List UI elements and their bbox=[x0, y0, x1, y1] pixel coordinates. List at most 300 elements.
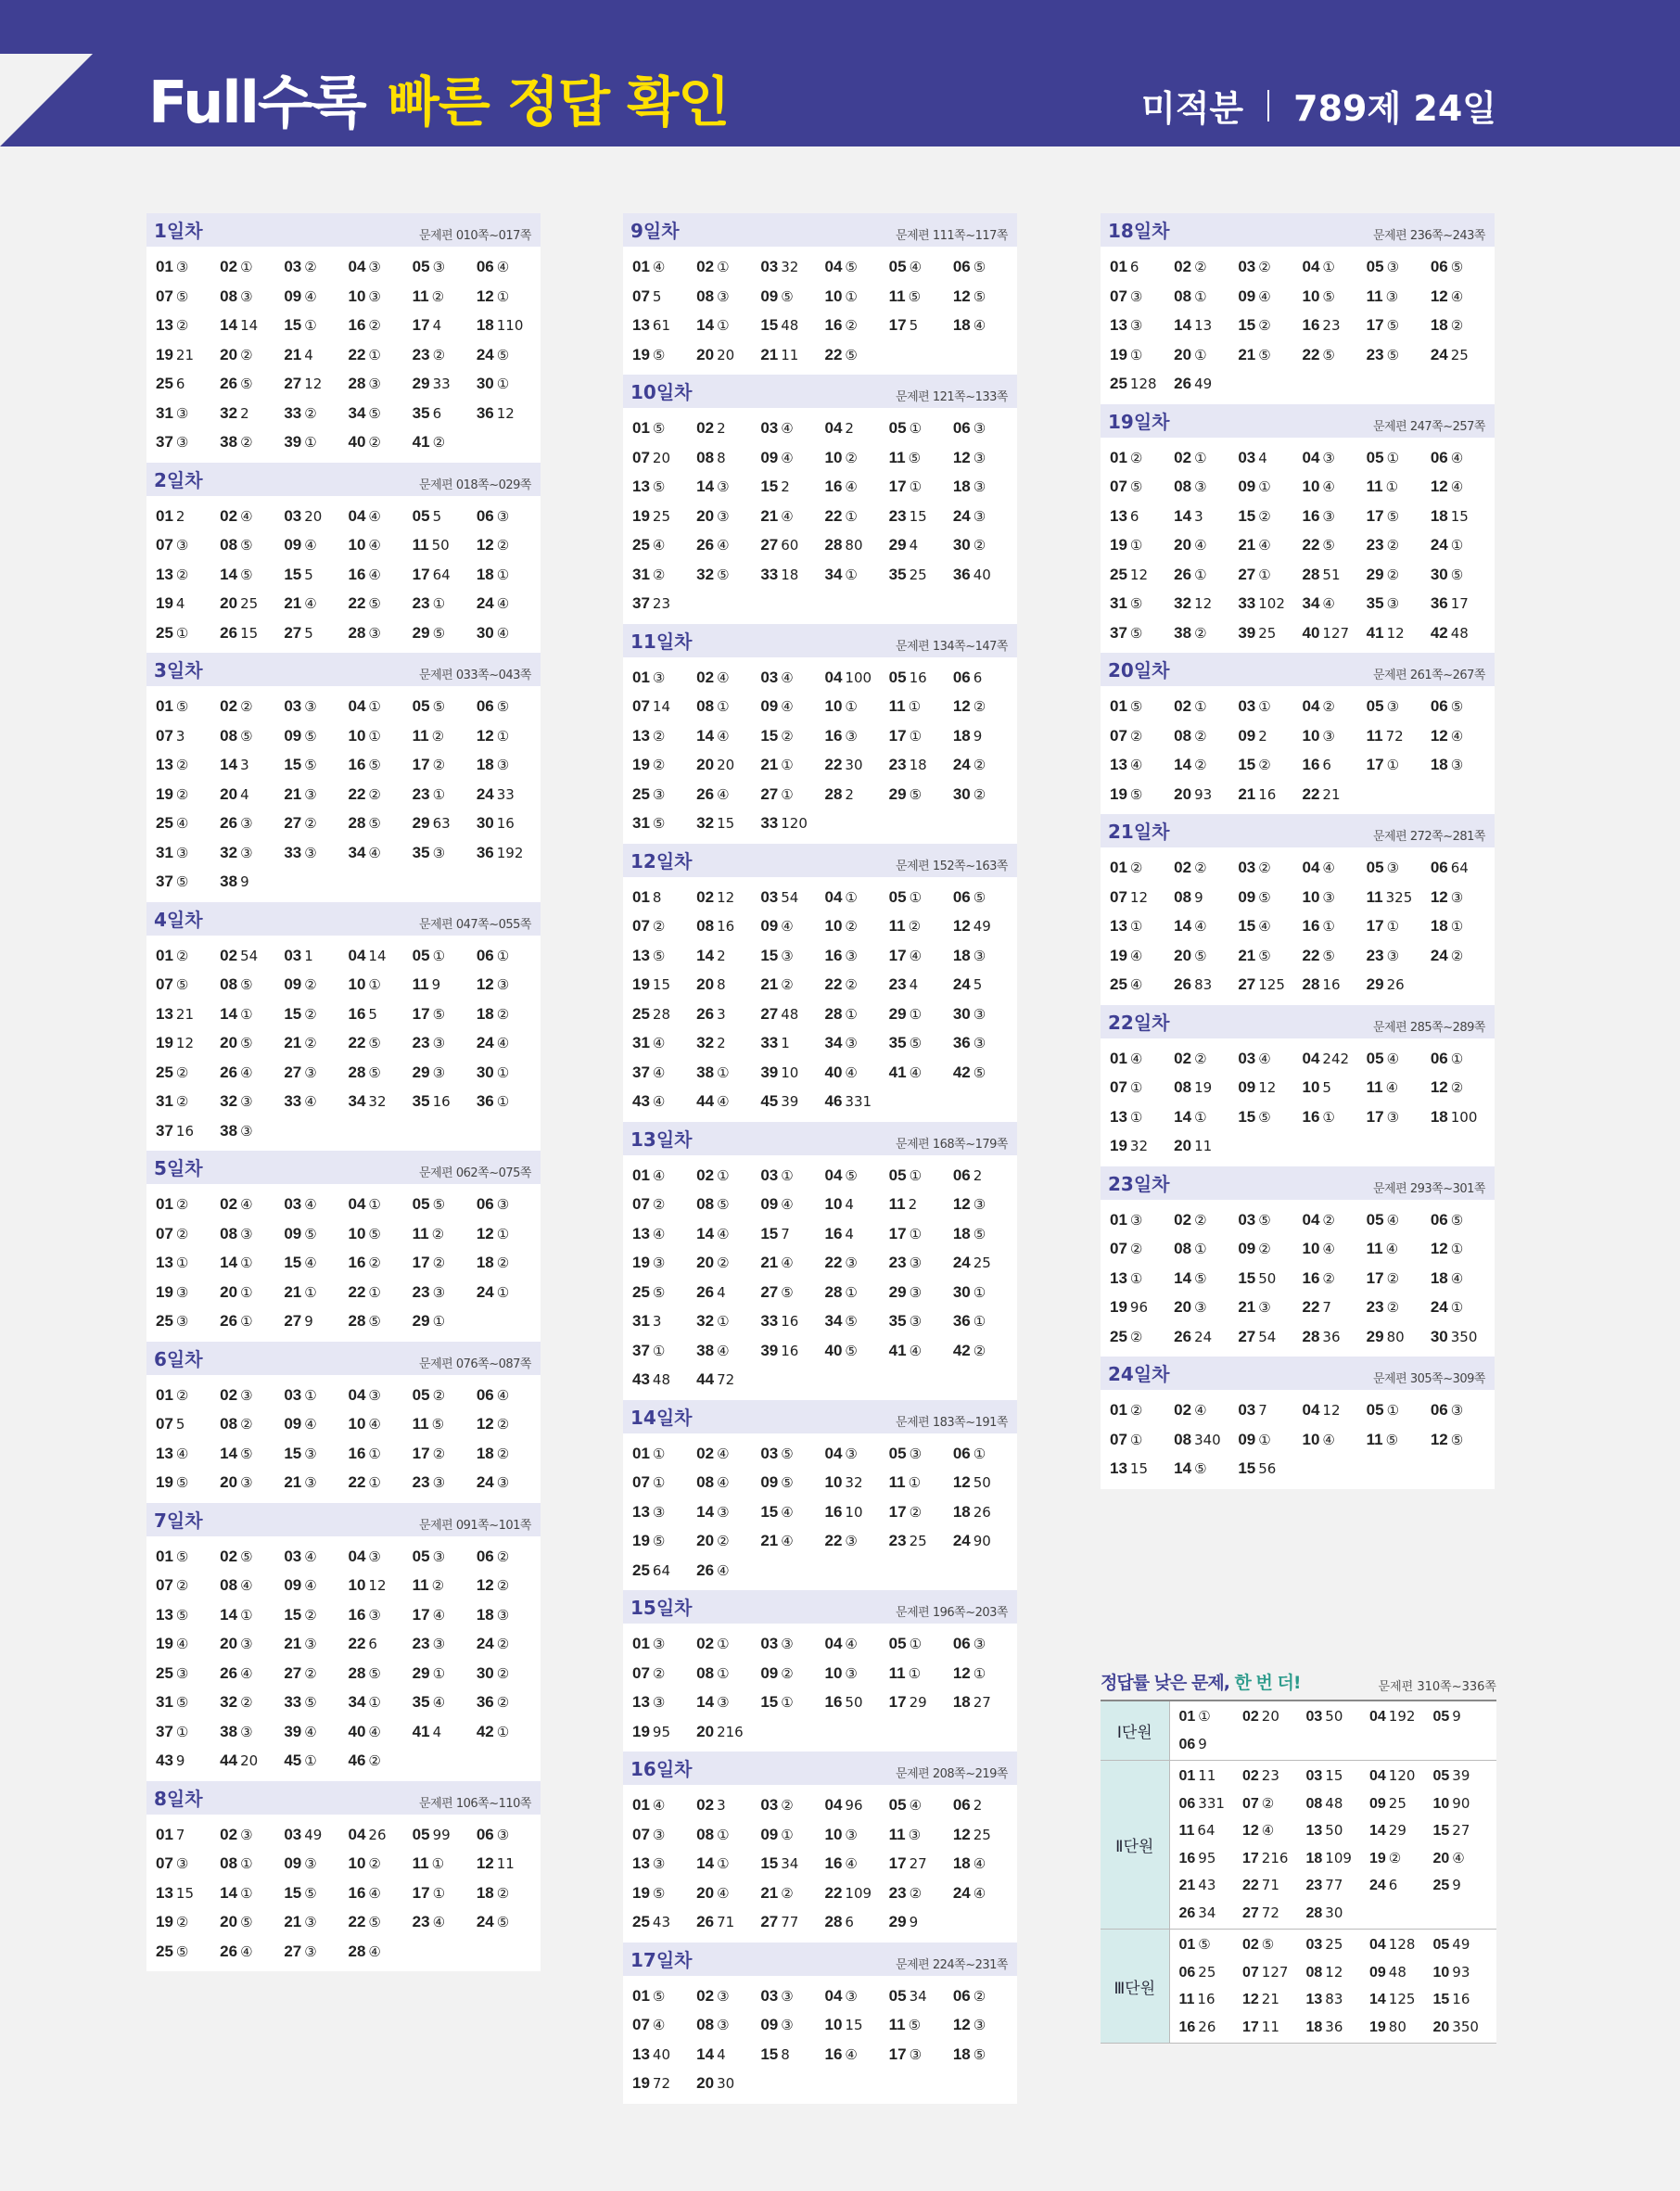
question-number: 26 bbox=[1174, 565, 1192, 583]
answer-value: ⑤ bbox=[908, 449, 922, 466]
answer-value: ① bbox=[240, 1005, 253, 1023]
answer-value: ⑤ bbox=[175, 698, 189, 715]
day-header bbox=[1101, 1005, 1495, 1038]
answer-value: ① bbox=[1450, 1241, 1464, 1257]
answer-item bbox=[824, 340, 888, 370]
question-number: 36 bbox=[476, 403, 494, 422]
answer-value: 20 bbox=[717, 346, 735, 363]
question-number: 17 bbox=[412, 316, 430, 334]
answer-item bbox=[1242, 1763, 1306, 1790]
answer-item bbox=[1110, 1293, 1174, 1322]
day-label: 10일차 bbox=[630, 381, 693, 403]
question-number: 21 bbox=[760, 1532, 779, 1549]
answer-value: ① bbox=[909, 1636, 923, 1652]
answer-value: 127 bbox=[1261, 1963, 1289, 1981]
answer-item bbox=[1367, 692, 1431, 721]
answer-value: ① bbox=[1129, 537, 1143, 554]
answer-value: ③ bbox=[1129, 1211, 1143, 1229]
question-number: 22 bbox=[348, 594, 366, 612]
answer-item bbox=[824, 1306, 888, 1336]
answer-value: ③ bbox=[240, 1225, 253, 1242]
question-number: 05 bbox=[412, 1547, 430, 1565]
answer-value: ③ bbox=[1194, 478, 1207, 495]
answer-value: ⑤ bbox=[908, 287, 922, 305]
answer-value: ④ bbox=[973, 1884, 986, 1902]
question-number: 32 bbox=[696, 1312, 715, 1330]
answer-item bbox=[1433, 1703, 1497, 1731]
answer-value: 6 bbox=[1129, 507, 1139, 525]
answer-item bbox=[889, 560, 953, 590]
answer-value: ② bbox=[1194, 727, 1207, 745]
answer-item bbox=[156, 1409, 220, 1439]
answer-value: 25 bbox=[1388, 1794, 1406, 1812]
question-number: 13 bbox=[1110, 917, 1127, 935]
answer-value: ④ bbox=[717, 669, 730, 686]
answer-value: 14 bbox=[240, 317, 259, 334]
answer-item bbox=[1110, 853, 1174, 883]
answer-value: ⑤ bbox=[717, 1196, 730, 1213]
answer-item bbox=[1238, 1454, 1302, 1484]
answer-item bbox=[953, 883, 1017, 912]
answer-item bbox=[413, 1468, 477, 1497]
question-number: 42 bbox=[952, 1063, 971, 1081]
question-number: 19 bbox=[1110, 345, 1127, 363]
answer-value: 48 bbox=[781, 317, 799, 334]
answer-item bbox=[1110, 252, 1174, 282]
question-number: 14 bbox=[1174, 506, 1192, 525]
question-number: 28 bbox=[824, 1282, 843, 1301]
day-label: 1일차 bbox=[154, 220, 203, 242]
answer-value: ⑤ bbox=[781, 1283, 794, 1301]
answer-item bbox=[413, 1306, 477, 1336]
answer-value: 25 bbox=[652, 507, 671, 525]
answer-value: 4 bbox=[845, 1225, 854, 1242]
answer-value: ⑤ bbox=[1258, 1108, 1271, 1126]
answer-value: ④ bbox=[781, 507, 794, 525]
answer-item bbox=[348, 399, 412, 428]
question-number: 28 bbox=[348, 1942, 366, 1960]
subject-label: 미적분 bbox=[1141, 88, 1244, 129]
question-number: 07 bbox=[632, 448, 650, 466]
answer-value: ① bbox=[304, 1283, 317, 1301]
answer-grid bbox=[1101, 686, 1495, 814]
day-label: 23일차 bbox=[1108, 1172, 1170, 1195]
question-number: 22 bbox=[824, 1883, 843, 1902]
answer-item bbox=[953, 1000, 1017, 1029]
answer-item bbox=[156, 427, 220, 457]
answer-value: 3 bbox=[1194, 507, 1203, 525]
answer-item bbox=[824, 1336, 888, 1366]
answer-value: 192 bbox=[1388, 1708, 1416, 1725]
answer-value: 6 bbox=[1388, 1877, 1398, 1893]
answer-value: ① bbox=[1129, 1431, 1143, 1448]
question-number: 02 bbox=[1242, 1768, 1259, 1784]
question-number: 23 bbox=[412, 594, 430, 612]
page-range: 문제편 305쪽~309쪽 bbox=[1373, 1372, 1485, 1386]
answer-item bbox=[1302, 530, 1366, 560]
answer-item bbox=[953, 1879, 1017, 1908]
answer-item bbox=[1302, 252, 1366, 282]
answer-item bbox=[760, 750, 824, 780]
answer-item bbox=[156, 1219, 220, 1249]
answer-value: ⑤ bbox=[1450, 1211, 1464, 1229]
answer-value: ⑤ bbox=[368, 1914, 381, 1930]
question-number: 04 bbox=[1302, 1210, 1320, 1229]
answer-grid bbox=[146, 686, 541, 902]
answer-value: ① bbox=[304, 1386, 317, 1404]
answer-value: ④ bbox=[1258, 537, 1271, 554]
question-number: 15 bbox=[284, 1605, 302, 1624]
answer-item bbox=[760, 252, 824, 282]
answer-value: ④ bbox=[1322, 1431, 1335, 1448]
answer-item bbox=[413, 252, 477, 282]
answer-value: ④ bbox=[304, 287, 317, 305]
answer-value: ⑤ bbox=[1322, 947, 1335, 964]
answer-item bbox=[477, 1849, 541, 1879]
answer-item bbox=[477, 1717, 541, 1747]
question-number: 01 bbox=[632, 419, 650, 437]
answer-item bbox=[1431, 1234, 1495, 1264]
answer-item bbox=[1367, 1044, 1431, 1074]
question-number: 26 bbox=[220, 814, 238, 832]
question-number: 04 bbox=[348, 506, 366, 525]
answer-value: 12 bbox=[304, 376, 323, 392]
question-number: 38 bbox=[220, 1121, 238, 1140]
answer-item bbox=[696, 1468, 760, 1497]
question-number: 18 bbox=[952, 726, 971, 745]
answer-item bbox=[1431, 1205, 1495, 1235]
question-number: 05 bbox=[1432, 1937, 1450, 1953]
question-number: 19 bbox=[632, 2074, 650, 2092]
answer-value: ② bbox=[304, 976, 317, 993]
question-number: 19 bbox=[1369, 2019, 1386, 2035]
answer-item bbox=[477, 941, 541, 971]
question-number: 18 bbox=[476, 1004, 494, 1023]
answer-value: ② bbox=[973, 698, 986, 715]
question-number: 03 bbox=[1238, 1049, 1256, 1067]
answer-value: ④ bbox=[304, 1723, 317, 1740]
question-number: 01 bbox=[1110, 1401, 1127, 1419]
answer-value: 34 bbox=[909, 1987, 927, 2005]
question-number: 29 bbox=[888, 784, 907, 803]
question-number: 22 bbox=[824, 756, 843, 773]
question-number: 35 bbox=[888, 1312, 907, 1330]
answer-item bbox=[1431, 530, 1495, 560]
answer-item bbox=[413, 560, 477, 590]
question-number: 22 bbox=[1302, 1298, 1320, 1316]
answer-value: ⑤ bbox=[368, 815, 381, 832]
answer-item bbox=[220, 560, 284, 590]
answer-item bbox=[156, 780, 220, 809]
answer-item bbox=[1238, 1293, 1302, 1322]
answer-item bbox=[1302, 883, 1366, 912]
answer-item bbox=[1174, 618, 1238, 648]
answer-item bbox=[1110, 970, 1174, 1000]
answer-value: ④ bbox=[240, 1064, 253, 1081]
question-number: 18 bbox=[1430, 756, 1448, 773]
answer-item bbox=[348, 369, 412, 399]
answer-value: ① bbox=[1129, 346, 1143, 363]
question-number: 35 bbox=[412, 1693, 430, 1711]
answer-value: ④ bbox=[652, 1225, 666, 1242]
answer-item bbox=[760, 1306, 824, 1336]
answer-item bbox=[156, 1190, 220, 1219]
answer-item bbox=[760, 2040, 824, 2070]
answer-item bbox=[889, 911, 953, 941]
answer-item bbox=[824, 1058, 888, 1088]
day-header bbox=[1101, 404, 1495, 438]
answer-item bbox=[1367, 502, 1431, 531]
answer-value: 2 bbox=[908, 1196, 918, 1213]
answer-value: 25 bbox=[240, 595, 259, 612]
answer-item bbox=[1433, 1817, 1497, 1845]
answer-value: ② bbox=[1194, 1211, 1207, 1229]
answer-item bbox=[413, 340, 477, 370]
answer-item bbox=[953, 1028, 1017, 1058]
answer-item bbox=[632, 1981, 696, 2011]
question-number: 17 bbox=[888, 726, 907, 745]
answer-value: ④ bbox=[240, 1943, 253, 1960]
question-number: 15 bbox=[284, 565, 302, 583]
answer-value: ③ bbox=[652, 1636, 666, 1652]
answer-item bbox=[477, 502, 541, 531]
answer-item bbox=[632, 2010, 696, 2040]
question-number: 02 bbox=[1174, 1049, 1192, 1067]
answer-item bbox=[1367, 1425, 1431, 1455]
question-number: 18 bbox=[952, 1502, 971, 1521]
question-number: 35 bbox=[1366, 594, 1384, 612]
day-header bbox=[146, 653, 541, 686]
answer-item bbox=[1367, 1293, 1431, 1322]
question-number: 02 bbox=[1174, 1210, 1192, 1229]
answer-item bbox=[824, 1879, 888, 1908]
answer-item bbox=[1238, 911, 1302, 941]
answer-item bbox=[1431, 502, 1495, 531]
question-number: 32 bbox=[696, 1034, 715, 1051]
answer-item bbox=[1110, 780, 1174, 809]
answer-value: ④ bbox=[1322, 860, 1335, 876]
answer-value: ② bbox=[240, 1416, 253, 1433]
answer-value: ⑤ bbox=[1194, 1460, 1207, 1477]
answer-value: ① bbox=[431, 1855, 445, 1872]
question-number: 13 bbox=[632, 2045, 650, 2063]
answer-grid bbox=[1101, 1390, 1495, 1489]
answer-item bbox=[156, 1468, 220, 1497]
question-number: 17 bbox=[888, 1224, 907, 1242]
answer-item bbox=[889, 1028, 953, 1058]
answer-item bbox=[953, 2010, 1017, 2040]
question-number: 10 bbox=[824, 1663, 843, 1682]
answer-value: 4 bbox=[432, 317, 442, 334]
answer-item bbox=[824, 1790, 888, 1820]
question-number: 06 bbox=[952, 1796, 971, 1814]
answer-value: ② bbox=[175, 566, 189, 583]
answer-item bbox=[413, 1409, 477, 1439]
question-number: 21 bbox=[284, 1282, 302, 1301]
question-number: 11 bbox=[888, 287, 906, 305]
answer-item bbox=[413, 1190, 477, 1219]
answer-item bbox=[824, 1981, 888, 2011]
question-number: 13 bbox=[632, 1854, 650, 1872]
question-number: 18 bbox=[1430, 917, 1448, 935]
answer-value: ① bbox=[1450, 918, 1464, 935]
question-number: 21 bbox=[284, 1034, 302, 1051]
answer-value: ④ bbox=[781, 918, 794, 935]
answer-value: 26 bbox=[973, 1503, 991, 1521]
answer-value: ③ bbox=[717, 507, 730, 525]
answer-item bbox=[1367, 282, 1431, 312]
answer-item bbox=[1110, 941, 1174, 971]
question-number: 16 bbox=[824, 1224, 843, 1242]
answer-value: ⑤ bbox=[304, 727, 317, 745]
answer-item bbox=[696, 1028, 760, 1058]
answer-value: 325 bbox=[1385, 888, 1413, 906]
answer-item bbox=[889, 1058, 953, 1088]
answer-value: ⑤ bbox=[240, 537, 253, 554]
answer-item bbox=[953, 663, 1017, 693]
day-label: 22일차 bbox=[1108, 1011, 1170, 1034]
question-number: 22 bbox=[824, 975, 843, 993]
answer-value: 21 bbox=[1322, 785, 1341, 803]
answer-value: ① bbox=[1385, 478, 1399, 495]
answer-value: ② bbox=[175, 757, 189, 773]
answer-item bbox=[1179, 1900, 1243, 1928]
answer-item bbox=[696, 663, 760, 693]
question-number: 01 bbox=[1110, 1049, 1127, 1067]
answer-value: ① bbox=[717, 1313, 730, 1330]
answer-value: ① bbox=[1386, 1402, 1400, 1419]
answer-value: 18 bbox=[909, 757, 927, 773]
answer-value: 9 bbox=[973, 727, 983, 745]
question-number: 02 bbox=[1242, 1709, 1259, 1725]
answer-item bbox=[889, 1468, 953, 1497]
question-number: 14 bbox=[696, 726, 715, 745]
answer-item bbox=[284, 427, 348, 457]
answer-item bbox=[1179, 1986, 1243, 2014]
answer-value: ③ bbox=[432, 1283, 446, 1301]
page-range: 문제편 236쪽~243쪽 bbox=[1373, 229, 1485, 243]
answer-column-3 bbox=[1101, 213, 1495, 1489]
answer-value: ① bbox=[717, 1826, 730, 1843]
question-number: 28 bbox=[1302, 975, 1320, 993]
question-number: 20 bbox=[1174, 1137, 1192, 1154]
answer-value: ① bbox=[652, 1342, 666, 1359]
question-number: 14 bbox=[696, 1854, 715, 1872]
question-number: 19 bbox=[156, 1282, 173, 1301]
question-number: 19 bbox=[1110, 1298, 1127, 1316]
answer-item bbox=[284, 399, 348, 428]
answer-item bbox=[953, 2040, 1017, 2070]
answer-item bbox=[1242, 1817, 1306, 1845]
answer-value: ③ bbox=[240, 1636, 253, 1652]
answer-value: ② bbox=[368, 1752, 381, 1769]
answer-value: 11 bbox=[781, 346, 799, 363]
review-title bbox=[1101, 1669, 1301, 1694]
question-number: 09 bbox=[284, 1576, 302, 1594]
answer-item bbox=[1431, 853, 1495, 883]
answer-item bbox=[632, 1439, 696, 1469]
question-number: 44 bbox=[696, 1370, 715, 1388]
answer-item bbox=[1174, 970, 1238, 1000]
answer-item bbox=[889, 1849, 953, 1879]
answer-item bbox=[824, 414, 888, 443]
answer-item bbox=[220, 427, 284, 457]
answer-value: ④ bbox=[240, 1196, 253, 1213]
answer-grid bbox=[1101, 1200, 1495, 1357]
unit-label: Ⅲ단원 bbox=[1101, 1930, 1169, 2044]
answer-value: 12 bbox=[368, 1577, 387, 1594]
answer-value: 77 bbox=[781, 1914, 799, 1930]
question-number: 26 bbox=[1174, 375, 1192, 392]
question-number: 26 bbox=[220, 1942, 238, 1960]
answer-item bbox=[1110, 692, 1174, 721]
question-number: 37 bbox=[156, 1722, 173, 1740]
answer-value: ⑤ bbox=[432, 1196, 446, 1213]
question-number: 13 bbox=[1305, 1992, 1323, 2007]
page-range: 문제편 076쪽~087쪽 bbox=[419, 1357, 531, 1371]
answer-value: 93 bbox=[1194, 785, 1213, 803]
answer-value: ④ bbox=[909, 1064, 923, 1081]
answer-item bbox=[413, 1659, 477, 1688]
question-number: 33 bbox=[760, 565, 779, 583]
answer-item bbox=[953, 941, 1017, 971]
answer-value: 14 bbox=[368, 947, 387, 964]
day-block bbox=[623, 375, 1017, 624]
question-number: 45 bbox=[760, 1092, 779, 1110]
answer-item bbox=[953, 1659, 1017, 1688]
answer-item bbox=[1431, 443, 1495, 473]
answer-value: ③ bbox=[496, 1474, 510, 1491]
question-number: 36 bbox=[476, 843, 494, 861]
question-number: 02 bbox=[1174, 859, 1192, 876]
question-number: 22 bbox=[1302, 345, 1320, 363]
answer-item bbox=[1302, 589, 1366, 618]
answer-item bbox=[1242, 1790, 1306, 1818]
answer-item bbox=[413, 399, 477, 428]
question-number: 06 bbox=[1178, 1736, 1196, 1752]
answer-item bbox=[1110, 589, 1174, 618]
answer-value: ④ bbox=[240, 507, 253, 525]
question-number: 20 bbox=[220, 345, 238, 363]
answer-value: 100 bbox=[1450, 1108, 1478, 1126]
answer-item bbox=[348, 1907, 412, 1937]
answer-value: ① bbox=[1258, 1431, 1271, 1448]
question-number: 07 bbox=[1110, 1430, 1127, 1448]
question-number: 05 bbox=[412, 258, 430, 275]
answer-item bbox=[1174, 883, 1238, 912]
question-number: 33 bbox=[284, 1693, 302, 1711]
question-number: 40 bbox=[1302, 623, 1320, 642]
answer-item bbox=[156, 530, 220, 560]
answer-item bbox=[696, 692, 760, 721]
answer-item bbox=[696, 1248, 760, 1278]
question-number: 24 bbox=[1430, 536, 1448, 554]
question-number: 11 bbox=[412, 975, 429, 993]
question-number: 05 bbox=[412, 506, 430, 525]
answer-item bbox=[696, 2040, 760, 2070]
answer-value: ① bbox=[973, 1313, 986, 1330]
answer-item bbox=[760, 1981, 824, 2011]
answer-value: ⑤ bbox=[304, 1694, 317, 1711]
question-number: 23 bbox=[1366, 345, 1384, 363]
answer-item bbox=[348, 780, 412, 809]
answer-item bbox=[889, 1190, 953, 1219]
answer-item bbox=[477, 340, 541, 370]
answer-value: ③ bbox=[652, 669, 666, 686]
answer-item bbox=[348, 1849, 412, 1879]
answer-value: ② bbox=[240, 346, 253, 363]
answer-value: 16 bbox=[432, 1093, 451, 1110]
